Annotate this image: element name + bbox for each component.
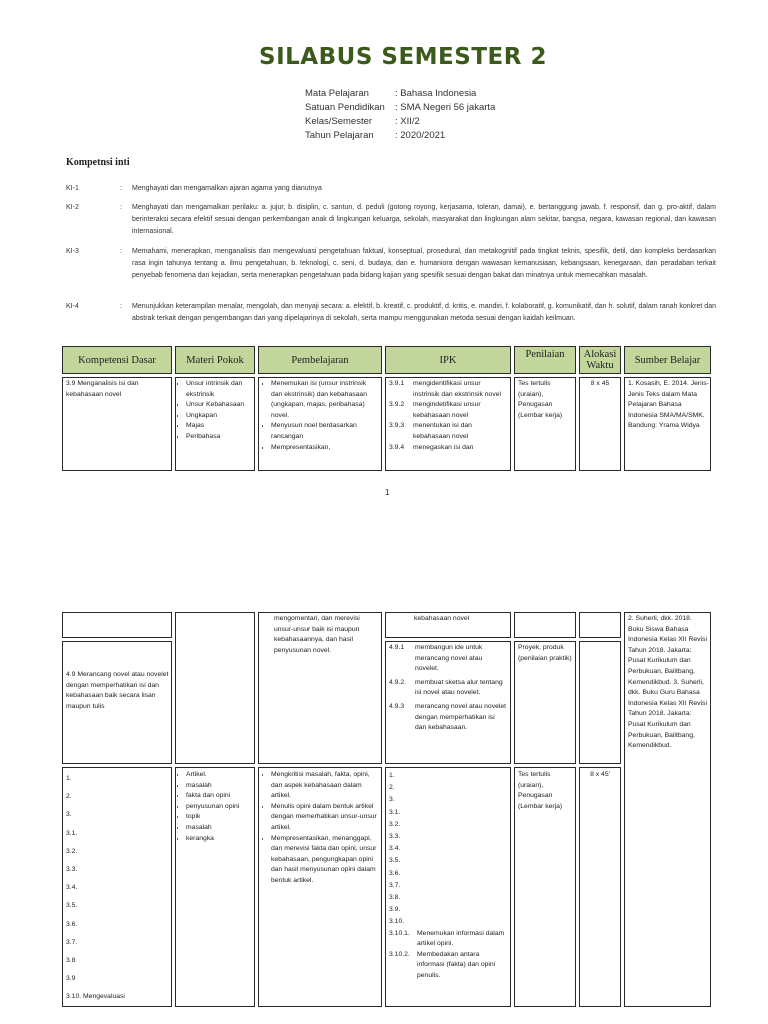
- ipk-item: [389, 702, 507, 734]
- materi-item: • penyusunan opini: [186, 802, 253, 813]
- pembelajaran-item: • Menemukan isi (unsur instrinsik dan ekstrinsik) dan kebahasaan (ungkapan, majas, peribahasa) novel.: [271, 379, 378, 421]
- p2-ipk-cont: kebahasaan novel: [414, 615, 470, 622]
- ipk-item: [389, 643, 507, 675]
- kd-list-item: 3.10. Mengevaluasi: [66, 993, 125, 1001]
- page-title: SILABUS SEMESTER 2: [259, 44, 547, 70]
- meta-row-tahun: [305, 130, 445, 141]
- ki-code: KI-1: [66, 185, 79, 192]
- ki-sep: :: [120, 248, 122, 255]
- p2-kd-list: [66, 770, 170, 1004]
- kd-list-item: 3.1.: [66, 829, 78, 837]
- ipk-list-item: 3.9.: [389, 906, 401, 914]
- ki-code: KI-3: [66, 248, 79, 255]
- ipk-list-item: 3.: [389, 796, 395, 804]
- p2-penilaian-49-text: Proyek, produk (penilaian praktik): [518, 644, 572, 662]
- kd-list-item: 2.: [66, 793, 72, 801]
- kd-list-item: 3.2.: [66, 847, 78, 855]
- header-penilaian: Penilaian: [514, 346, 576, 374]
- kd-list-item: 3.7.: [66, 938, 78, 946]
- p2-kd-49-text: 4.9 Merancang novel atau novelet dengan memperhatikan isi dan kebahasaan baik secara lisan maupun tulis: [66, 671, 169, 710]
- p2-cell-penilaian-top: [514, 612, 576, 638]
- meta-row-kelas: [305, 116, 420, 127]
- ipk-list-item: 3.10.: [389, 918, 405, 926]
- ki-2: [66, 202, 716, 239]
- alokasi-text: 8 x 45: [590, 380, 610, 387]
- p2-ipk-list: [389, 770, 507, 1004]
- ipk-num: 3.9.2: [389, 401, 405, 409]
- meta-value: : SMA Negeri 56 jakarta: [395, 102, 496, 113]
- p2-penilaian-last-text: Tes tertulis (uraian), Penugasan (Lembar kerja): [518, 771, 563, 810]
- header-sumber-belajar: Sumber Belajar: [624, 346, 711, 374]
- ki-code: KI-2: [66, 204, 79, 211]
- ki-text: Menghayati dan mengamalkan perilaku: a. jujur, b. disiplin, c. santun, d. peduli (gotong royong, kerjasama, toleran, damai), e. bertanggung jawab, f. responsif, dan g. pro-aktif, dalam berinteraksi secara efektif sesuai dengan perkembangan anak di lingkungan keluarga, sekolah, masyarakat dan lingkungan alam sekitar, bangsa, negara, kawasan regional, dan kawasan internasional.: [132, 204, 716, 236]
- ipk-text: membuat sketsa alur tentang isi novel atau novelet.: [415, 678, 503, 697]
- ki-sep: :: [120, 185, 122, 192]
- ipk-list-item: 3.8.: [389, 894, 401, 902]
- header-materi-pokok: Materi Pokok: [175, 346, 255, 374]
- p2-cell-alokasi-49: [579, 641, 621, 764]
- ipk-num: 4.9.2.: [389, 678, 407, 686]
- pembelajaran-item: • Menulis opini dalam bentuk artikel dengan memerhatikan unsur-unsur artikel.: [271, 802, 378, 834]
- materi-item: • Ungkapan: [186, 411, 253, 422]
- ipk-list-item: 3.5.: [389, 857, 401, 865]
- ipk-list-item: 3.3.: [389, 833, 401, 841]
- materi-list: [177, 379, 253, 469]
- kd-list-item: 3.: [66, 811, 72, 819]
- ipk-text: merancang novel atau novelet dengan memperhatikan isi dan kebahasaan.: [415, 702, 507, 732]
- p2-cell-alokasi-top: [579, 612, 621, 638]
- p2-alokasi-last-text: 8 x 45': [590, 771, 610, 778]
- kd-text: 3.9 Menganalisis isi dan kebahasaan novel: [66, 380, 139, 398]
- ipk-text: membangun ide untuk merancang novel atau novelet.: [415, 644, 483, 673]
- ki-4: [66, 301, 716, 325]
- ki-1: [66, 183, 716, 195]
- meta-label: Kelas/Semester: [305, 116, 373, 127]
- meta-value: : 2020/2021: [395, 130, 446, 141]
- ipk-list-item: 1.: [389, 772, 395, 779]
- ipk-list-item: 3.2.: [389, 820, 401, 828]
- ipk-list-item: 3.6.: [389, 869, 401, 877]
- kd-list-item: 1.: [66, 775, 72, 782]
- pembelajaran-item: • Mengkritisi masalah, fakta, opini, dan aspek kebahasaan dalam artikel.: [271, 770, 378, 802]
- ki-text: Menghayati dan mengamalkan ajaran agama yang dianutnya: [132, 185, 322, 192]
- materi-item: • topik: [186, 812, 253, 823]
- pembelajaran-list: [262, 379, 378, 469]
- ipk-num: 4.9.1: [389, 644, 405, 651]
- page-number: 1: [385, 488, 390, 497]
- materi-item: • Majas: [186, 421, 253, 432]
- ipk-text: Membedakan antara informasi (fakta) dan opini penulis.: [417, 950, 496, 980]
- sumber-text: 1. Kosasih, E. 2014. Jenis-Jenis Teks dalam Mata Pelajaran Bahasa Indonesia SMA/MA/SMK. Bandung: Yrama Widya: [628, 380, 709, 430]
- ipk-list-item: 2.: [389, 784, 395, 792]
- materi-item: • Peribahasa: [186, 432, 253, 443]
- ipk-text: Menemukan informasi dalam artikel opini.: [417, 929, 505, 948]
- ipk-item: [389, 678, 507, 699]
- ipk-num: 3.10.2.: [389, 950, 410, 958]
- ipk-list-item: 3.7.: [389, 881, 401, 889]
- pembelajaran-item: • Mempresentasikan, menanggapi, dan merevisi fakta dan opini, unsur kebahasaan, pengungkapan opini dan hasil menyusunan opini dalam bentuk artikel.: [271, 834, 378, 887]
- ki-sep: :: [120, 204, 122, 211]
- ipk-item: [389, 929, 507, 950]
- ki-code: KI-4: [66, 303, 79, 310]
- header-pembelajaran: Pembelajaran: [258, 346, 382, 374]
- ipk-text: mengidentifikasi unsur instrinsik dan ekstrinsik novel: [413, 380, 502, 398]
- p2-pembelajaran-list: [262, 770, 378, 970]
- meta-label: Tahun Pelajaran: [305, 130, 374, 141]
- ipk-num: 3.9.4: [389, 443, 405, 451]
- materi-item: • Unsur intrinsik dan ekstrinsik: [186, 379, 253, 400]
- ipk-item: [389, 400, 507, 421]
- kd-list-item: 3.4.: [66, 884, 78, 892]
- kd-list-item: 3.9: [66, 975, 76, 983]
- p2-cell-kd-top: [62, 612, 172, 638]
- meta-row-mapel: [305, 88, 476, 99]
- ipk-list: [389, 379, 507, 469]
- kd-list-item: 3.5.: [66, 902, 78, 910]
- pembelajaran-item: • Mempresentasikan,: [271, 443, 378, 454]
- ki-heading: Kompetnsi inti: [66, 157, 130, 168]
- ipk-item: [389, 443, 507, 454]
- ipk-num: 3.9.1: [389, 380, 405, 387]
- ipk-num: 3.10.1.: [389, 929, 410, 937]
- meta-label: Satuan Pendidikan: [305, 102, 385, 113]
- ipk-num: 3.9.3: [389, 422, 405, 430]
- p2-sumber-text: 2. Suherli, dkk. 2018. Buku Siswa Bahasa Indonesia Kelas XII Revisi Tahun 2018. Jakarta: Pusat Kurikulum dan Perbukuan, Balitbang, Kemendikbud. 3. Suherli, dkk. Buku Guru Bahasa Indonesia Kelas XII Revisi Tahun 2018. Jakarta: Pusat Kurikulum dan Perbukuan, Balitbang, Kemendikbud.: [628, 615, 707, 750]
- ipk-item: [389, 950, 507, 982]
- penilaian-text: Tes tertulis (uraian), Penugasan (Lembar kerja): [518, 380, 563, 419]
- header-ipk: IPK: [385, 346, 511, 374]
- p2-materi-list: [177, 770, 253, 860]
- meta-row-satuan: [305, 102, 495, 113]
- p2-pembelajaran-cont: mengomentari, dan merevisi unsur-unsur baik isi maupun kebahasaannya, dan hasil penyusunan novel.: [274, 615, 360, 654]
- ipk-item: [389, 421, 507, 442]
- materi-item: • Unsur Kebahasaan: [186, 400, 253, 411]
- ipk-text: menegaskan isi dan: [413, 443, 474, 451]
- ki-text: Memahami, menerapkan, menganalisis dan mengevaluasi pengetahuan faktual, konseptual, prosedural, dan metakognitif pada tingkat teknis, spesifik, detil, dan kompleks berdasarkan rasa ingin tahunya tentang a. ilmu pengetahuan, b. teknologi, c. seni, d. budaya, dan e. humaniora dengan wawasan kemanusiaan, kebangsaan, kenegaraan, dan peradaban terkait penyebab fenomena dan kejadian, serta menerapkan pengetahuan pada bidang kajian yang spesifik sesuai dengan bakat dan minatnya untuk memecahkan masalah.: [132, 248, 716, 280]
- materi-item: • kerangka: [186, 834, 253, 845]
- materi-item: • masalah: [186, 823, 253, 834]
- header-alokasi-waktu: Alokasi Waktu: [579, 346, 621, 374]
- materi-item: • Artikel.: [186, 770, 253, 781]
- pembelajaran-item: • Menyusun noel berdasarkan rancangan: [271, 421, 378, 442]
- kd-list-item: 3.3.: [66, 866, 78, 874]
- ipk-list-item: 3.1.: [389, 808, 401, 816]
- meta-value: : Bahasa Indonesia: [395, 88, 477, 99]
- kd-list-item: 3.8: [66, 957, 76, 965]
- ki-3: [66, 246, 716, 283]
- ipk-text: mengindetifikasi unsur kebahasaan novel: [413, 401, 481, 419]
- p2-cell-materi-top: [175, 612, 255, 764]
- ki-text: Menunjukkan keterampilan menalar, mengolah, dan menyaji secara: a. efektif, b. kreatif, c. produktif, d. kritis, e. mandiri, f. kolaboratif, g. komunikatif, dan h. solutif, dalam ranah konkret dan abstrak terkait dengan pengembangan dari yang dipelajarinya di sekolah, serta mampu menggunakan metoda sesuai dengan kaidah keilmuan.: [132, 303, 716, 323]
- kd-list-item: 3.6.: [66, 920, 78, 928]
- meta-value: : XII/2: [395, 116, 420, 127]
- header-kompetensi-dasar: Kompetensi Dasar: [62, 346, 172, 374]
- p2-ipk-49-list: [389, 643, 507, 761]
- ipk-num: 4.9.3: [389, 702, 405, 710]
- materi-item: • fakta dan opini: [186, 791, 253, 802]
- meta-label: Mata Pelajaran: [305, 88, 369, 99]
- ipk-list-item: 3.4.: [389, 845, 401, 853]
- ipk-text: menentukan isi dan kebahasaan novel: [413, 422, 472, 440]
- materi-item: • masalah: [186, 781, 253, 792]
- p2-cell-alokasi-last: [579, 767, 621, 1007]
- ipk-item: [389, 379, 507, 400]
- ki-sep: :: [120, 303, 122, 310]
